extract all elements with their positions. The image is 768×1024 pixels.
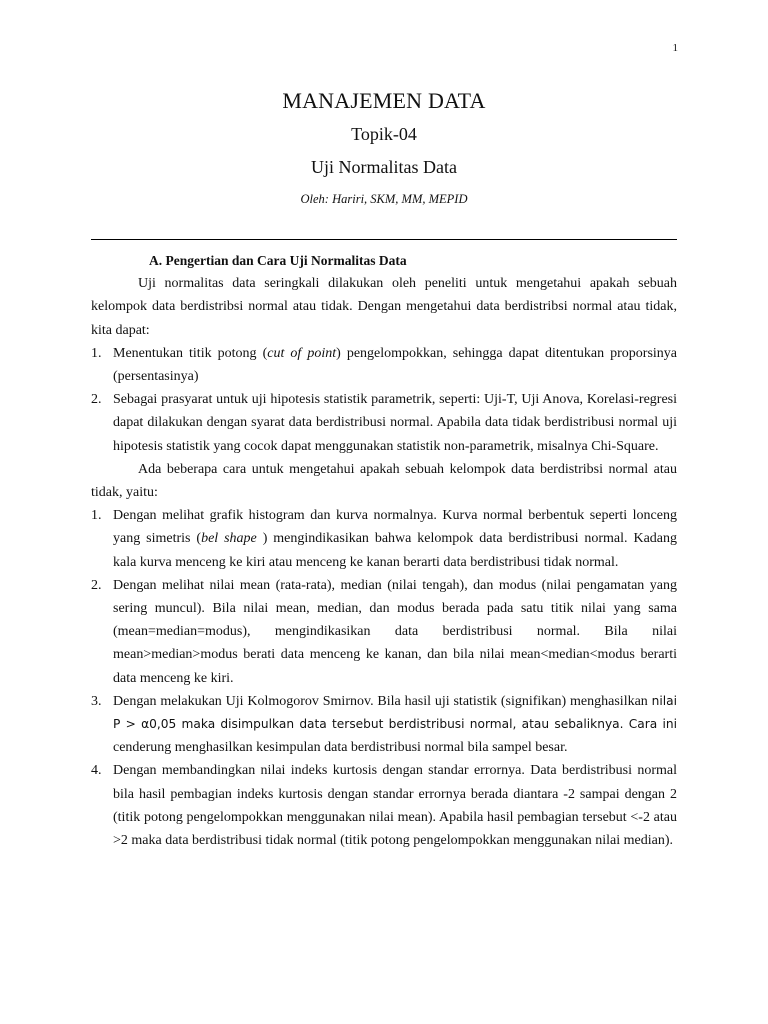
methods-list (91, 504, 677, 852)
list-text: cenderung menghasilkan kesimpulan data berdistribusi normal bila sampel besar. (113, 740, 568, 756)
section-heading: A. Pengertian dan Cara Uji Normalitas Data (149, 253, 407, 268)
list-text: Dengan membandingkan nilai indeks kurtosis dengan standar errornya. Data berdistribusi normal bila hasil pembagian indeks kurtosis dengan standar errornya berada diantara -2 sampai dengan 2 (titik potong pengelompokkan menggunakan nilai mean). Apabila hasil pembagian tersebut <-2 atau >2 maka data berdistribusi tidak normal (titik potong pengelompokkan menggunakan nilai median). (113, 763, 677, 849)
list-number: 2. (91, 577, 102, 593)
list-item (91, 690, 677, 760)
topic-label: Topik-04 (351, 124, 417, 144)
author-line: Oleh: Hariri, SKM, MM, MEPID (300, 192, 468, 206)
italic-term: bel shape (201, 531, 257, 547)
list-text: Dengan melihat nilai mean (rata-rata), median (nilai tengah), dan modus (nilai pengamatan yang sering muncul). Bila nilai mean, median, dan modus berada pada satu titik nilai yang sama (mean=median=modus), mengindikasikan data berdistribusi normal. Bila nilai mean>median>modus berati data menceng ke kanan, dan bila nilai mean<median<modus berarti data menceng ke kiri. (113, 577, 677, 686)
italic-term: cut of point (267, 345, 337, 361)
list-text: ) pengelompokkan, sehingga dapat ditentukan proporsinya (persentasinya) (113, 345, 678, 385)
list-text: Menentukan titik potong ( (113, 345, 268, 361)
list-text: Sebagai prasyarat untuk uji hipotesis statistik parametrik, seperti: Uji-T, Uji Anova, Korelasi-regresi dapat dilakukan dengan syarat data berdistribusi normal. Apabila data tidak berdistribusi normal uji hipotesis statistik yang cocok dapat menggunakan statistik non-parametrik, misalnya Chi-Square. (113, 392, 677, 454)
list-item (91, 759, 677, 852)
list-number: 3. (91, 693, 102, 709)
list-text: ) mengindikasikan bahwa kelompok data berdistribusi normal. Kadang kala kurva menceng ke kiri atau menceng ke kanan berarti data berdistribusi tidak normal. (113, 531, 677, 570)
list-item (91, 342, 677, 388)
list-number: 1. (91, 508, 102, 524)
page-number: 1 (672, 42, 678, 54)
header-divider (91, 239, 677, 240)
list-text: Dengan melakukan Uji Kolmogorov Smirnov. Bila hasil uji statistik (signifikan) menghasilkan (113, 693, 652, 709)
list-text: Dengan melihat grafik histogram dan kurva normalnya. Kurva normal berbentuk seperti lonceng yang simetris ( (113, 508, 677, 547)
document-subtitle: Uji Normalitas Data (311, 157, 457, 177)
document-body (91, 249, 677, 852)
document-header (90, 88, 678, 207)
document-title: MANAJEMEN DATA (282, 88, 486, 113)
list-number: 2. (91, 392, 102, 408)
list-item (91, 388, 677, 458)
list-number: 1. (91, 345, 102, 361)
list-item (91, 504, 677, 574)
methods-intro-paragraph: Ada beberapa cara untuk mengetahui apakah sebuah kelompok data berdistribsi normal atau tidak, yaitu: (91, 461, 677, 501)
benefits-list (91, 342, 677, 458)
list-number: 4. (91, 763, 102, 779)
list-item (91, 574, 677, 690)
list-text-sans: nilai P > α0,05 maka disimpulkan data tersebut berdistribusi normal, atau sebaliknya. Cara ini (113, 693, 677, 732)
intro-paragraph: Uji normalitas data seringkali dilakukan oleh peneliti untuk mengetahui apakah sebuah kelompok data berdistribsi normal atau tidak. Dengan mengetahui data berdistribsi normal atau tidak, kita dapat: (91, 276, 677, 338)
